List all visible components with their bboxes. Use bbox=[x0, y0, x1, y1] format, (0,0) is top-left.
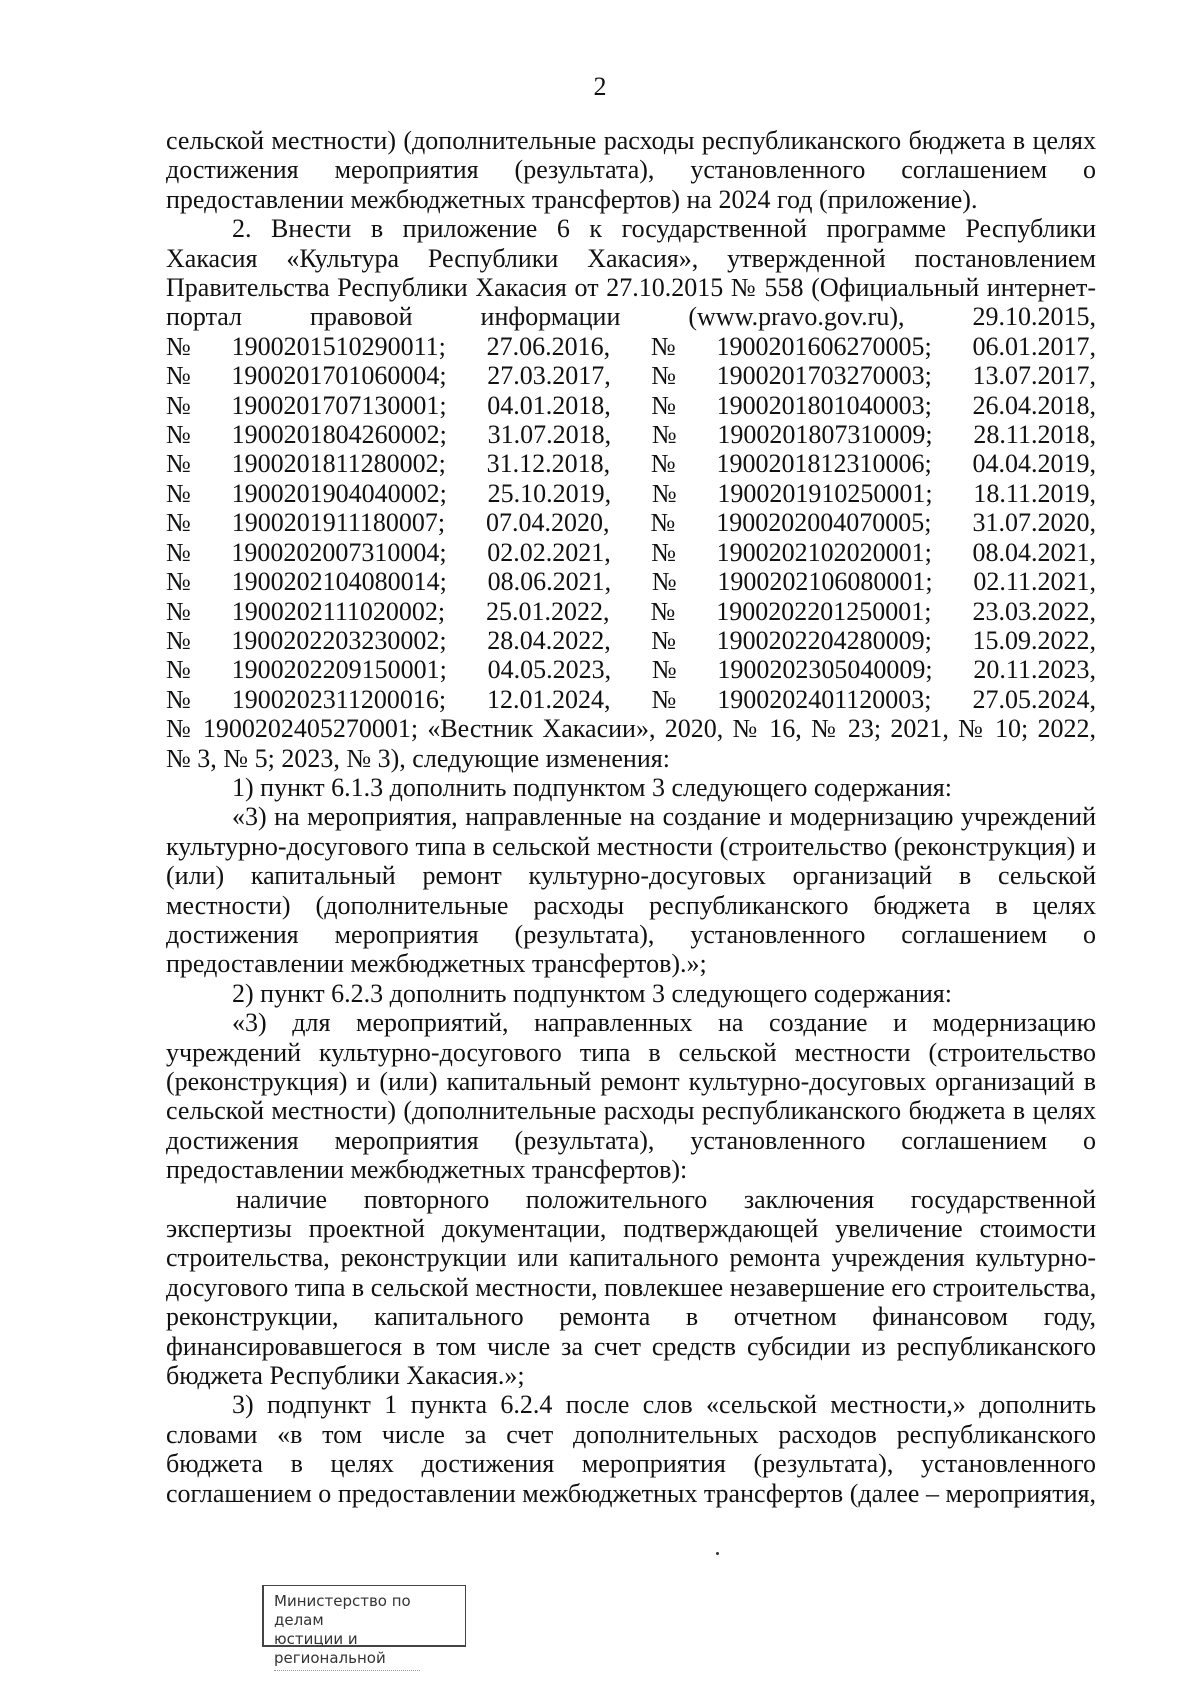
text-line: «3) на мероприятия, направленные на создание и модернизацию учреждений bbox=[232, 802, 1096, 832]
registry-row bbox=[166, 567, 1096, 596]
registry-cell: № bbox=[650, 449, 676, 479]
registry-row bbox=[166, 391, 1096, 420]
registry-cell: 02.11.2021, bbox=[973, 567, 1096, 597]
text-line: Хакасия «Культура Республики Хакасия», утвержденной постановлением bbox=[166, 243, 1096, 273]
registry-cell: 1900202201250001; bbox=[716, 596, 932, 626]
registry-cell: 1900201812310006; bbox=[716, 449, 932, 479]
registry-cell: 15.09.2022, bbox=[972, 625, 1096, 655]
registry-cell: 1900201904040002; bbox=[231, 478, 447, 508]
registry-cell: 1900202007310004; bbox=[231, 537, 447, 567]
registry-row bbox=[166, 597, 1096, 626]
ministry-stamp bbox=[262, 1585, 466, 1667]
text-line: № 1900202405270001; «Вестник Хакасии», 2020, № 16, № 23; 2021, № 10; 2022, bbox=[166, 714, 1096, 744]
registry-cell: 1900202102020001; bbox=[716, 537, 932, 567]
registry-cell: № bbox=[651, 684, 677, 714]
registry-cell: 1900202004070005; bbox=[716, 508, 932, 538]
text-line: 1) пункт 6.1.3 дополнить подпунктом 3 следующего содержания: bbox=[232, 772, 952, 802]
registry-cell: 1900201606270005; bbox=[716, 331, 932, 361]
registry-row bbox=[166, 449, 1096, 478]
scan-speck bbox=[716, 1552, 719, 1555]
registry-cell: 07.04.2020, bbox=[486, 508, 610, 538]
text-line: достижения мероприятия (результата), установленного соглашением о bbox=[166, 1125, 1096, 1155]
registry-cell: 1900201707130001; bbox=[231, 390, 447, 420]
text-line: № 3, № 5; 2023, № 3), следующие изменения: bbox=[166, 743, 670, 773]
registry-cell: 27.03.2017, bbox=[487, 361, 611, 391]
registry-cell: 20.11.2023, bbox=[973, 655, 1096, 685]
registry-cell: № bbox=[166, 361, 191, 391]
registry-cell: № bbox=[651, 420, 677, 450]
registry-cell: № bbox=[651, 390, 677, 420]
registry-list bbox=[166, 332, 1096, 714]
stamp-line: юстиции и региональной bbox=[274, 1630, 386, 1667]
registry-cell: 1900201910250001; bbox=[717, 478, 933, 508]
registry-cell: № bbox=[166, 655, 191, 685]
registry-cell: 1900202203230002; bbox=[231, 625, 447, 655]
registry-cell: 1900201911180007; bbox=[231, 508, 446, 538]
registry-cell: 06.01.2017, bbox=[972, 331, 1096, 361]
registry-cell: № bbox=[651, 478, 677, 508]
registry-cell: 1900202305040009; bbox=[717, 655, 933, 685]
text-line: сельской местности) (дополнительные расходы республиканского бюджета в целях bbox=[166, 126, 1096, 155]
registry-row bbox=[166, 361, 1096, 390]
registry-cell: № bbox=[166, 331, 191, 361]
text-line: бюджета в целях достижения мероприятия (результата), установленного bbox=[166, 1449, 1096, 1479]
registry-row bbox=[166, 626, 1096, 655]
text-line: экспертизы проектной документации, подтверждающей увеличение стоимости bbox=[166, 1214, 1096, 1244]
text-line: (реконструкция) и (или) капитальный ремонт культурно-досуговых организаций в bbox=[166, 1067, 1096, 1096]
registry-cell: 1900202204280009; bbox=[716, 625, 932, 655]
text-line: бюджета Республики Хакасия.»; bbox=[166, 1361, 525, 1391]
registry-cell: № bbox=[166, 478, 191, 508]
registry-cell: 02.02.2021, bbox=[487, 537, 611, 567]
registry-cell: 27.06.2016, bbox=[486, 331, 611, 361]
registry-cell: № bbox=[650, 596, 676, 626]
registry-cell: 1900201703270003; bbox=[716, 361, 932, 391]
registry-cell: 25.01.2022, bbox=[486, 596, 610, 626]
registry-cell: 1900202104080014; bbox=[231, 567, 447, 597]
registry-cell: 08.06.2021, bbox=[487, 567, 612, 597]
registry-cell: 1900201510290011; bbox=[231, 331, 446, 361]
page-number: 2 bbox=[593, 72, 607, 101]
registry-cell: № bbox=[651, 567, 677, 597]
text-line: культурно-досугового типа в сельской местности (строительство (реконструкция) и bbox=[166, 831, 1096, 861]
registry-cell: 1900201811280002; bbox=[231, 449, 446, 479]
registry-cell: 31.07.2020, bbox=[972, 508, 1096, 538]
text-line: достижения мероприятия (результата), установленного соглашением о bbox=[166, 155, 1096, 185]
text-line: строительства, реконструкции или капитального ремонта учреждения культурно- bbox=[166, 1243, 1096, 1273]
text-line: наличие повторного положительного заключения государственной bbox=[236, 1184, 1096, 1214]
text-line: предоставлении межбюджетных трансфертов) на 2024 год (приложение). bbox=[166, 184, 978, 214]
text-line: портал правовой информации (www.pravo.gov.ru), 29.10.2015, bbox=[166, 302, 1096, 332]
document-body bbox=[166, 126, 1096, 1508]
registry-cell: 25.10.2019, bbox=[487, 478, 612, 508]
registry-cell: № bbox=[650, 508, 676, 538]
text-line: местности) (дополнительные расходы республиканского бюджета в целях bbox=[166, 890, 1096, 920]
registry-cell: № bbox=[651, 625, 677, 655]
registry-cell: 1900202106080001; bbox=[717, 567, 933, 597]
registry-cell: № bbox=[166, 390, 191, 420]
stamp-line: Министерство по делам bbox=[274, 1592, 411, 1629]
registry-row bbox=[166, 685, 1096, 714]
text-line: предоставлении межбюджетных трансфертов).»; bbox=[166, 949, 707, 979]
registry-cell: 23.03.2022, bbox=[972, 596, 1096, 626]
text-line: учреждений культурно-досугового типа в сельской местности (строительство bbox=[166, 1037, 1096, 1067]
text-line: соглашением о предоставлении межбюджетных трансфертов (далее – мероприятия, bbox=[166, 1478, 1096, 1508]
registry-cell: 1900202111020002; bbox=[231, 596, 446, 626]
text-line: финансировавшегося в том числе за счет средств субсидии из республиканского bbox=[166, 1331, 1096, 1361]
registry-cell: № bbox=[166, 508, 191, 538]
text-line: словами «в том числе за счет дополнительных расходов республиканского bbox=[166, 1419, 1096, 1449]
registry-cell: № bbox=[166, 625, 191, 655]
text-line: 3) подпункт 1 пункта 6.2.4 после слов «сельской местности,» дополнить bbox=[232, 1390, 1096, 1420]
registry-cell: 26.04.2018, bbox=[972, 390, 1096, 420]
text-line: реконструкции, капитального ремонта в отчетном финансовом году, bbox=[166, 1302, 1096, 1332]
registry-cell: № bbox=[166, 537, 191, 567]
registry-row bbox=[166, 655, 1096, 684]
registry-cell: 08.04.2021, bbox=[972, 537, 1096, 567]
registry-cell: № bbox=[651, 537, 677, 567]
registry-cell: 12.01.2024, bbox=[487, 684, 611, 714]
registry-cell: № bbox=[166, 420, 191, 450]
registry-cell: № bbox=[651, 361, 677, 391]
registry-row bbox=[166, 508, 1096, 537]
registry-cell: 31.07.2018, bbox=[487, 420, 612, 450]
text-line: (или) капитальный ремонт культурно-досуговых организаций в сельской bbox=[166, 861, 1096, 891]
registry-cell: 04.01.2018, bbox=[487, 390, 611, 420]
registry-cell: 28.11.2018, bbox=[973, 420, 1096, 450]
registry-row bbox=[166, 479, 1096, 508]
stamp-smudge bbox=[274, 1670, 420, 1679]
text-line: досугового типа в сельской местности, повлекшее незавершение его строительства, bbox=[166, 1272, 1097, 1302]
text-line: предоставлении межбюджетных трансфертов): bbox=[166, 1155, 688, 1185]
registry-cell: 27.05.2024, bbox=[972, 684, 1096, 714]
text-line: 2. Внести в приложение 6 к государственной программе Республики bbox=[232, 214, 1096, 244]
registry-cell: 1900201701060004; bbox=[231, 361, 447, 391]
registry-cell: № bbox=[651, 655, 677, 685]
text-line: сельской местности) (дополнительные расходы республиканского бюджета в целях bbox=[166, 1096, 1096, 1126]
text-line: 2) пункт 6.2.3 дополнить подпунктом 3 следующего содержания: bbox=[232, 978, 952, 1008]
registry-cell: № bbox=[166, 596, 191, 626]
text-line: «3) для мероприятий, направленных на создание и модернизацию bbox=[232, 1008, 1096, 1038]
registry-cell: 04.04.2019, bbox=[972, 449, 1096, 479]
text-line: достижения мероприятия (результата), установленного соглашением о bbox=[166, 919, 1096, 949]
registry-cell: 1900202209150001; bbox=[231, 655, 447, 685]
registry-row bbox=[166, 420, 1096, 449]
registry-row bbox=[166, 332, 1096, 361]
registry-cell: 18.11.2019, bbox=[973, 478, 1096, 508]
registry-cell: № bbox=[650, 331, 676, 361]
registry-cell: 1900202311200016; bbox=[231, 684, 447, 714]
registry-cell: № bbox=[166, 449, 191, 479]
registry-cell: 1900201804260002; bbox=[231, 420, 447, 450]
registry-cell: 28.04.2022, bbox=[487, 625, 611, 655]
text-line: Правительства Республики Хакасия от 27.10.2015 № 558 (Официальный интернет- bbox=[166, 273, 1096, 303]
registry-cell: 04.05.2023, bbox=[487, 655, 612, 685]
registry-cell: 31.12.2018, bbox=[486, 449, 611, 479]
registry-cell: 13.07.2017, bbox=[972, 361, 1096, 391]
registry-cell: № bbox=[166, 567, 191, 597]
registry-row bbox=[166, 538, 1096, 567]
registry-cell: 1900202401120003; bbox=[717, 684, 932, 714]
registry-cell: 1900201807310009; bbox=[717, 420, 933, 450]
registry-cell: № bbox=[166, 684, 191, 714]
registry-cell: 1900201801040003; bbox=[716, 390, 932, 420]
